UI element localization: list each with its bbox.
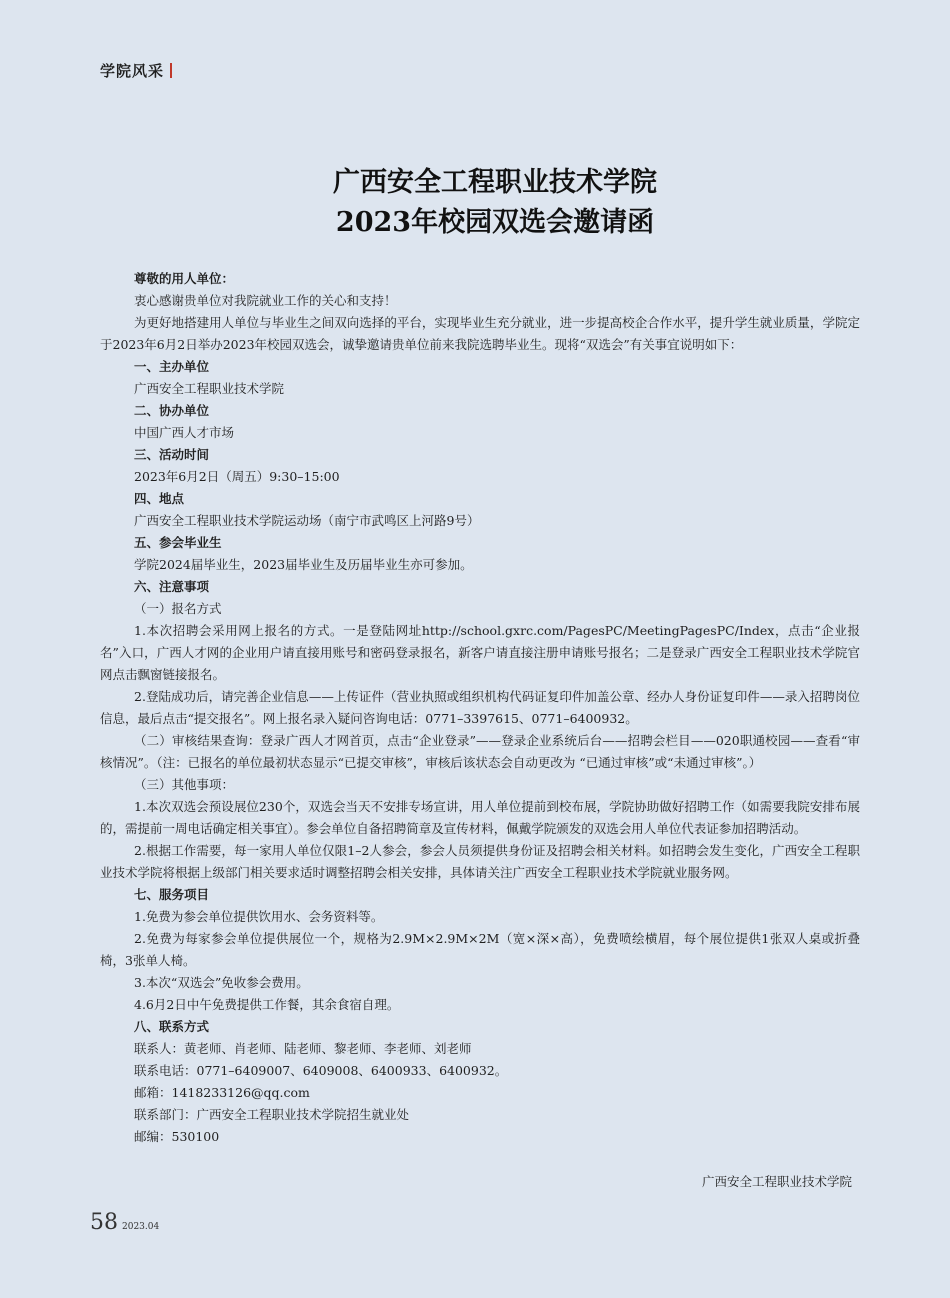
heading-location: 四、地点: [134, 491, 185, 506]
page-title: [0, 163, 950, 243]
contact-zip: 邮编：530100: [134, 1129, 220, 1144]
signature: 广西安全工程职业技术学院: [701, 1174, 852, 1189]
notes-paragraph-5: 2.根据工作需要，每一家用人单位仅限1–2人参会，参会人员须提供身份证及招聘会相关材料。如招聘会发生变化，广西安全工程职业技术学院将根据上级部门相关要求适时调整招聘会相关安排，具体请关注广西安全工程职业技术学院就业服务网。: [100, 843, 860, 880]
notes-sub-other: （三）其他事项：: [134, 777, 235, 792]
heading-organizer: 一、主办单位: [134, 359, 210, 374]
thanks-text: 衷心感谢贵单位对我院就业工作的关心和支持！: [134, 293, 397, 308]
organizer-text: 广西安全工程职业技术学院: [134, 381, 285, 396]
intro-paragraph: 为更好地搭建用人单位与毕业生之间双向选择的平台，实现毕业生充分就业，进一步提高校企合作水平，提升学生就业质量，学院定于2023年6月2日举办2023年校园双选会，诚挚邀请贵单位前来我院选聘毕业生。现将“双选会”有关事宜说明如下：: [100, 315, 860, 352]
notes-sub-registration: （一）报名方式: [134, 601, 222, 616]
co-organizer-text: 中国广西人才市场: [134, 425, 235, 440]
service-item-1: 1.免费为参会单位提供饮用水、会务资料等。: [134, 909, 384, 924]
title-line-1: 广西安全工程职业技术学院: [333, 167, 657, 198]
letter-body: [100, 268, 860, 1148]
service-item-4: 4.6月2日中午免费提供工作餐，其余食宿自理。: [134, 997, 400, 1012]
notes-paragraph-2: 2.登陆成功后，请完善企业信息——上传证件（营业执照或组织机构代码证复印件加盖公章、经办人身份证复印件——录入招聘岗位信息，最后点击“提交报名”。网上报名录入疑问咨询电话：0771–3397615、0771–6400932。: [100, 689, 860, 726]
graduates-text: 学院2024届毕业生，2023届毕业生及历届毕业生亦可参加。: [134, 557, 473, 572]
page-footer: [90, 1210, 159, 1235]
contact-persons: 联系人：黄老师、肖老师、陆老师、黎老师、李老师、刘老师: [134, 1041, 472, 1056]
heading-notes: 六、注意事项: [134, 579, 210, 594]
heading-graduates: 五、参会毕业生: [134, 535, 222, 550]
section-divider: [170, 63, 172, 78]
heading-contact: 八、联系方式: [134, 1019, 210, 1034]
salutation: 尊敬的用人单位：: [134, 271, 235, 286]
title-line-2: 2023年校园双选会邀请函: [335, 207, 655, 238]
contact-phone: 联系电话：0771–6409007、6409008、6400933、6400932。: [134, 1063, 508, 1078]
notes-paragraph-3: （二）审核结果查询：登录广西人才网首页，点击“企业登录”——登录企业系统后台——招聘会栏目——020职通校园——查看“审核情况”。（注：已报名的单位最初状态显示“已提交审核”，审核后该状态会自动更改为 “已通过审核”或“未通过审核”。）: [100, 733, 860, 770]
location-text: 广西安全工程职业技术学院运动场（南宁市武鸣区上河路9号）: [134, 513, 480, 528]
section-tag: [100, 60, 172, 81]
contact-email: 邮箱：1418233126@qq.com: [134, 1085, 310, 1100]
notes-paragraph-1: 1.本次招聘会采用网上报名的方式。一是登陆网址http://school.gxrc.com/PagesPC/MeetingPagesPC/Index，点击“企业报名”入口，广西人才网的企业用户请直接用账号和密码登录报名，新客户请直接注册申请账号报名；二是登录广西安全工程职业技术学院官网点击飘窗链接报名。: [100, 623, 860, 682]
service-item-3: 3.本次“双选会”免收参会费用。: [134, 975, 309, 990]
heading-time: 三、活动时间: [134, 447, 210, 462]
time-text: 2023年6月2日（周五）9:30–15:00: [134, 469, 340, 484]
issue-date: 2023.04: [122, 1222, 160, 1232]
section-label: 学院风采: [100, 62, 165, 80]
contact-department: 联系部门：广西安全工程职业技术学院招生就业处: [134, 1107, 410, 1122]
heading-co-organizer: 二、协办单位: [134, 403, 210, 418]
page-number: 58: [90, 1210, 118, 1235]
service-item-2: 2.免费为每家参会单位提供展位一个，规格为2.9M×2.9M×2M（宽×深×高），免费喷绘横眉，每个展位提供1张双人桌或折叠椅，3张单人椅。: [100, 931, 860, 968]
notes-paragraph-4: 1.本次双选会预设展位230个，双选会当天不安排专场宣讲，用人单位提前到校布展，学院协助做好招聘工作（如需要我院安排布展的，需提前一周电话确定相关事宜）。参会单位自备招聘简章及宣传材料，佩戴学院颁发的双选会用人单位代表证参加招聘活动。: [100, 799, 860, 836]
heading-services: 七、服务项目: [134, 887, 210, 902]
